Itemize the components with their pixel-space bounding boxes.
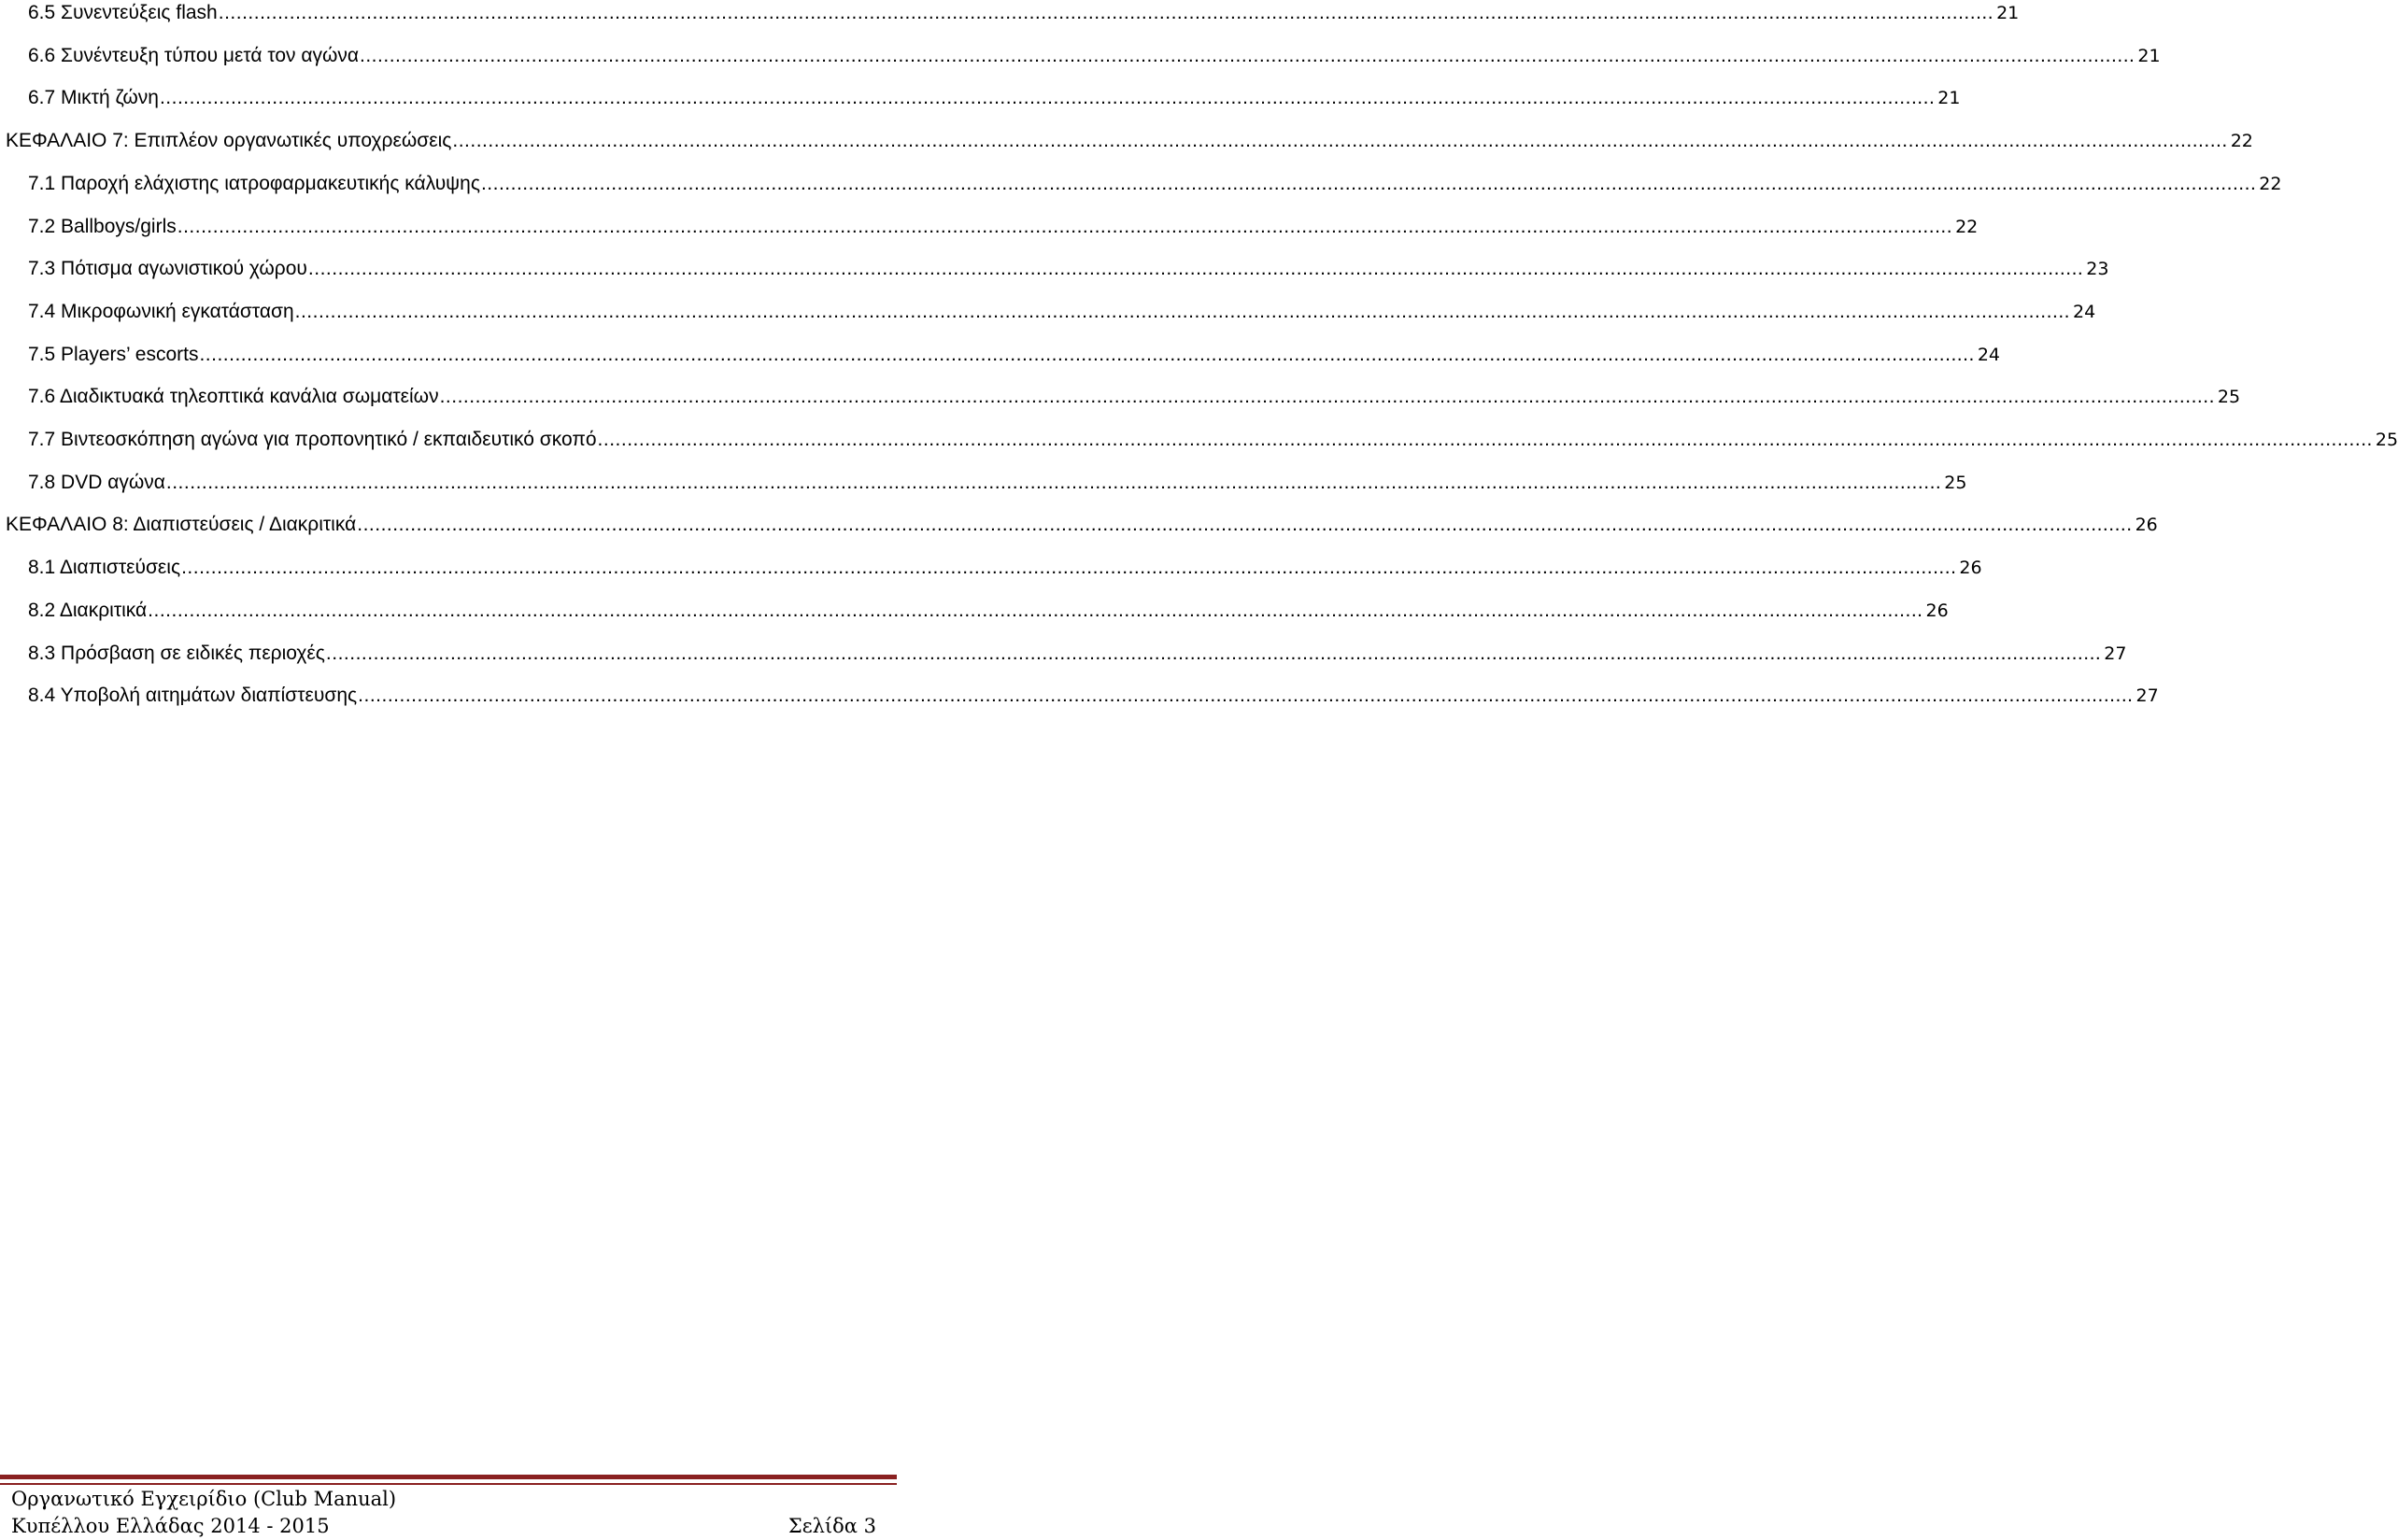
toc-entry[interactable]	[28, 170, 2282, 198]
toc-entry-page: 26	[1959, 558, 1982, 579]
toc-leader-dots: ............................................................................................................................................................................................................................................................................................................	[597, 429, 2373, 450]
toc-entry-page: 22	[2230, 131, 2253, 152]
toc-entry-label: 7.1 Παροχή ελάχιστης ιατροφαρμακευτικής κάλυψης	[28, 170, 481, 198]
toc-entry[interactable]	[28, 255, 2109, 283]
toc-entry[interactable]	[28, 469, 1967, 497]
toc-entry-page: 27	[2104, 643, 2127, 664]
toc-leader-dots: ............................................................................................................................................................................................................................................................................................................	[177, 215, 1953, 237]
toc-entry-label: 7.5 Players’ escorts	[28, 341, 199, 369]
toc-leader-dots: ............................................................................................................................................................................................................................................................................................................	[452, 130, 2228, 152]
toc-entry-label: 7.3 Πότισμα αγωνιστικού χώρου	[28, 255, 308, 283]
toc-entry-label: 7.7 Βιντεοσκόπηση αγώνα για προπονητικό / εκπαιδευτικό σκοπό	[28, 426, 598, 454]
toc-leader-dots: ............................................................................................................................................................................................................................................................................................................	[480, 172, 2257, 194]
toc-entry[interactable]	[6, 511, 2158, 539]
toc-entry[interactable]	[28, 554, 1982, 582]
toc-entry-page: 24	[1977, 344, 2000, 365]
toc-entry-page: 27	[2135, 685, 2159, 707]
toc-entry-label: 7.8 DVD αγώνα	[28, 469, 166, 497]
toc-entry-page: 23	[2086, 259, 2109, 280]
toc-entry-page: 22	[1955, 216, 1979, 237]
toc-entry-page: 24	[2072, 301, 2096, 322]
footer-rule-thick	[0, 1475, 897, 1479]
footer-title: Οργανωτικό Εγχειρίδιο (Club Manual)	[11, 1488, 397, 1510]
toc-leader-dots: ............................................................................................................................................................................................................................................................................................................	[165, 471, 1942, 493]
toc-entry[interactable]	[28, 341, 2000, 369]
toc-leader-dots: ............................................................................................................................................................................................................................................................................................................	[325, 642, 2102, 664]
toc-entry-page: 26	[2135, 515, 2158, 536]
toc-entry[interactable]	[28, 640, 2127, 668]
toc-entry-page: 21	[1937, 88, 1961, 109]
toc-entry[interactable]	[28, 682, 2159, 710]
toc-entry-label: 6.6 Συνέντευξη τύπου μετά τον αγώνα	[28, 42, 360, 70]
toc-entry[interactable]	[28, 213, 1979, 241]
toc-entry[interactable]	[28, 383, 2241, 411]
toc-leader-dots: ............................................................................................................................................................................................................................................................................................................	[294, 300, 2070, 322]
toc-leader-dots: ............................................................................................................................................................................................................................................................................................................	[357, 514, 2133, 536]
toc-leader-dots: ............................................................................................................................................................................................................................................................................................................	[181, 557, 1957, 579]
toc-entry[interactable]	[28, 0, 2020, 27]
toc-entry-label: 8.3 Πρόσβαση σε ειδικές περιοχές	[28, 640, 326, 668]
toc-leader-dots: ............................................................................................................................................................................................................................................................................................................	[307, 258, 2084, 280]
toc-entry-label: 7.2 Ballboys/girls	[28, 213, 177, 241]
toc-entry[interactable]	[28, 597, 1949, 625]
toc-leader-dots: ............................................................................................................................................................................................................................................................................................................	[360, 44, 2135, 66]
toc-entry-page: 26	[1925, 600, 1949, 621]
toc-leader-dots: ............................................................................................................................................................................................................................................................................................................	[159, 87, 1936, 109]
toc-entry-label: ΚΕΦΑΛΑΙΟ 8: Διαπιστεύσεις / Διακριτικά	[6, 511, 357, 539]
footer-rule-thin	[0, 1483, 897, 1485]
toc-entry-page: 25	[1944, 472, 1967, 493]
toc-leader-dots: ............................................................................................................................................................................................................................................................................................................	[358, 685, 2134, 707]
footer-page-number: Σελίδα 3	[788, 1515, 876, 1537]
toc-entry-label: 8.4 Υποβολή αιτημάτων διαπίστευσης	[28, 682, 358, 710]
toc-entry-page: 22	[2259, 173, 2282, 194]
toc-entry-label: 7.4 Μικροφωνική εγκατάσταση	[28, 298, 295, 326]
toc-entry[interactable]	[28, 42, 2161, 70]
toc-entry[interactable]	[28, 84, 1961, 112]
footer-subtitle: Κυπέλλου Ελλάδας 2014 - 2015	[11, 1515, 330, 1537]
toc-entry-page: 25	[2217, 387, 2241, 408]
toc-entry[interactable]	[28, 298, 2096, 326]
toc-entry-page: 25	[2375, 430, 2398, 450]
toc-entry-label: 8.2 Διακριτικά	[28, 597, 148, 625]
toc-entry[interactable]	[28, 426, 2398, 454]
toc-entry-label: 6.7 Μικτή ζώνη	[28, 84, 160, 112]
toc-entry-label: 6.5 Συνεντεύξεις flash	[28, 0, 219, 27]
toc-entry-page: 21	[1996, 3, 2020, 23]
toc-leader-dots: ............................................................................................................................................................................................................................................................................................................	[148, 599, 1923, 621]
toc-leader-dots: ............................................................................................................................................................................................................................................................................................................	[439, 386, 2215, 408]
toc-entry-label: ΚΕΦΑΛΑΙΟ 7: Επιπλέον οργανωτικές υποχρεώσεις	[6, 127, 452, 155]
toc-leader-dots: ............................................................................................................................................................................................................................................................................................................	[218, 2, 1994, 23]
toc-entry[interactable]	[6, 127, 2253, 155]
toc-entry-label: 7.6 Διαδικτυακά τηλεοπτικά κανάλια σωματείων	[28, 383, 440, 411]
toc-entry-page: 21	[2137, 45, 2161, 66]
toc-entry-label: 8.1 Διαπιστεύσεις	[28, 554, 181, 582]
toc-leader-dots: ............................................................................................................................................................................................................................................................................................................	[199, 343, 1975, 365]
